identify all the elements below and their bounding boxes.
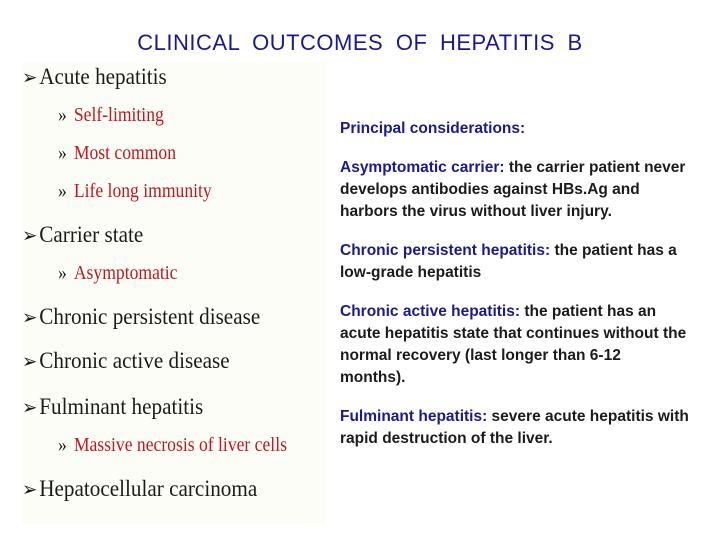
outline-item-label: Acute hepatitis — [39, 64, 167, 89]
outline-item — [22, 222, 143, 248]
slide-title: CLINICAL OUTCOMES OF HEPATITIS B — [137, 30, 583, 55]
outline-subitem — [58, 104, 164, 127]
outline-item-label: Carrier state — [39, 222, 144, 247]
double-chevron-bullet-icon: » — [58, 262, 67, 284]
outline-subitem-label: Life long immunity — [73, 180, 212, 202]
arrow-bullet-icon: ➢ — [22, 479, 38, 501]
note-fulminant-hepatitis — [340, 406, 690, 450]
note-text: the patient has an acute hepatitis state that continues without the normal recovery (last longer than 6-12 months). — [340, 303, 687, 386]
note-text: severe acute hepatitis with rapid destruction of the liver. — [340, 408, 689, 447]
outline-item — [22, 476, 257, 502]
outline-subitem-label: Self-limiting — [73, 104, 164, 126]
outline-item — [22, 348, 230, 374]
outline-subitem-label: Massive necrosis of liver cells — [73, 434, 287, 456]
outline-panel — [22, 62, 326, 524]
double-chevron-bullet-icon: » — [58, 434, 67, 456]
outline-subitem-label: Most common — [73, 142, 177, 164]
outline-item-label: Hepatocellular carcinoma — [39, 476, 258, 501]
note-text: the carrier patient never develops antibodies against HBs.Ag and harbors the virus without liver injury. — [340, 159, 686, 220]
outline-item-label: Chronic active disease — [39, 348, 230, 373]
note-asymptomatic-carrier — [340, 157, 690, 223]
outline-item — [22, 394, 203, 420]
arrow-bullet-icon: ➢ — [22, 307, 38, 329]
outline-subitem — [58, 262, 177, 285]
considerations-heading: Principal considerations: — [340, 120, 526, 137]
note-term: Asymptomatic carrier: — [340, 159, 505, 176]
arrow-bullet-icon: ➢ — [22, 67, 38, 89]
considerations-panel — [340, 118, 690, 467]
outline-subitem-label: Asymptomatic — [73, 262, 178, 284]
outline-subitem — [58, 434, 287, 457]
outline-item — [22, 304, 260, 330]
double-chevron-bullet-icon: » — [58, 104, 67, 126]
outline-item-label: Fulminant hepatitis — [39, 394, 204, 419]
double-chevron-bullet-icon: » — [58, 142, 67, 164]
note-term: Fulminant hepatitis: — [340, 408, 488, 425]
double-chevron-bullet-icon: » — [58, 180, 67, 202]
note-term: Chronic persistent hepatitis: — [340, 242, 551, 259]
note-chronic-active-hepatitis — [340, 301, 690, 389]
arrow-bullet-icon: ➢ — [22, 225, 38, 247]
arrow-bullet-icon: ➢ — [22, 351, 38, 373]
arrow-bullet-icon: ➢ — [22, 397, 38, 419]
outline-item-label: Chronic persistent disease — [39, 304, 261, 329]
note-text: the patient has a low-grade hepatitis — [340, 242, 677, 281]
outline-subitem — [58, 180, 212, 203]
note-chronic-persistent-hepatitis — [340, 240, 690, 284]
outline-subitem — [58, 142, 176, 165]
outline-item — [22, 64, 167, 90]
note-term: Chronic active hepatitis: — [340, 303, 521, 320]
